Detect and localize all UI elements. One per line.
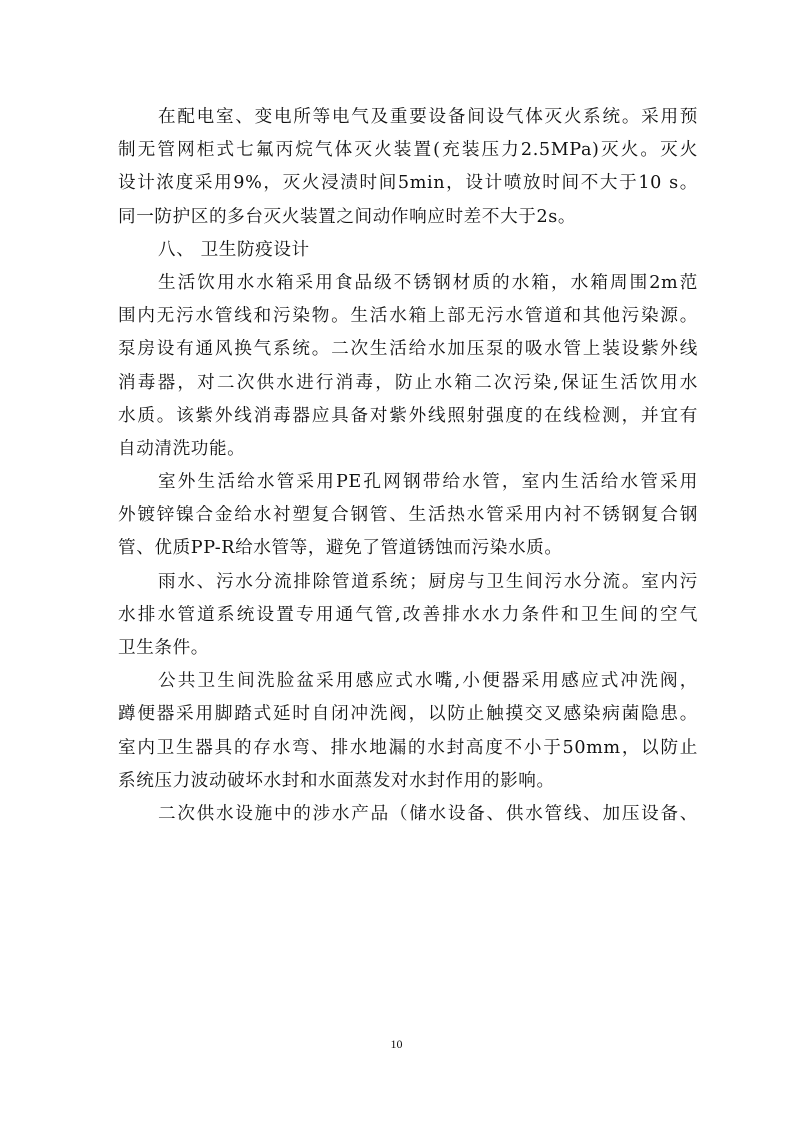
text-line: 二次供水设施中的涉水产品（储水设备、供水管线、加压设备、	[158, 803, 698, 824]
page-number: 10	[390, 1037, 403, 1051]
text-line: 水排水管道系统设置专用通气管,改善排水水力条件和卫生间的空气	[118, 604, 698, 625]
text-line: 蹲便器采用脚踏式延时自闭冲洗阀，以防止触摸交叉感染病菌隐患。	[118, 704, 698, 725]
text-line: 系统压力波动破坏水封和水面蒸发对水封作用的影响。	[118, 770, 555, 791]
body-text	[118, 101, 698, 831]
text-line: 外镀锌镍合金给水衬塑复合钢管、生活热水管采用内衬不锈钢复合钢	[118, 505, 698, 526]
text-line: 公共卫生间洗脸盆采用感应式水嘴,小便器采用感应式冲洗阀，	[158, 671, 698, 692]
text-line: 消毒器，对二次供水进行消毒，防止水箱二次污染,保证生活饮用水	[118, 372, 698, 393]
text-line: 室内卫生器具的存水弯、排水地漏的水封高度不小于50mm，以防止	[118, 737, 698, 758]
text-line: 雨水、污水分流排除管道系统；厨房与卫生间污水分流。室内污	[158, 571, 698, 592]
text-line: 卫生条件。	[118, 638, 209, 658]
text-line: 在配电室、变电所等电气及重要设备间设气体灭火系统。采用预	[158, 107, 698, 127]
text-line: 自动清洗功能。	[118, 438, 246, 459]
text-line: 生活饮用水水箱采用食品级不锈钢材质的水箱，水箱周围2m范	[158, 272, 698, 293]
text-line: 泵房设有通风换气系统。二次生活给水加压泵的吸水管上装设紫外线	[118, 339, 698, 360]
text-line: 同一防护区的多台灭火装置之间动作响应时差不大于2s。	[118, 206, 577, 227]
text-line: 水质。该紫外线消毒器应具备对紫外线照射强度的在线检测，并宜有	[118, 405, 698, 426]
text-line: 管、优质PP-R给水管等，避免了管道锈蚀而污染水质。	[118, 538, 563, 559]
section-heading: 八、 卫生防疫设计	[158, 239, 310, 260]
text-line: 设计浓度采用9%，灭火浸渍时间5min，设计喷放时间不大于10 s。	[118, 173, 698, 194]
text-line: 室外生活给水管采用PE孔网钢带给水管，室内生活给水管采用	[158, 472, 698, 493]
text-line: 围内无污水管线和污染物。生活水箱上部无污水管道和其他污染源。	[118, 306, 698, 327]
text-line: 制无管网柜式七氟丙烷气体灭火装置(充装压力2.5MPa)灭火。灭火	[118, 140, 698, 161]
